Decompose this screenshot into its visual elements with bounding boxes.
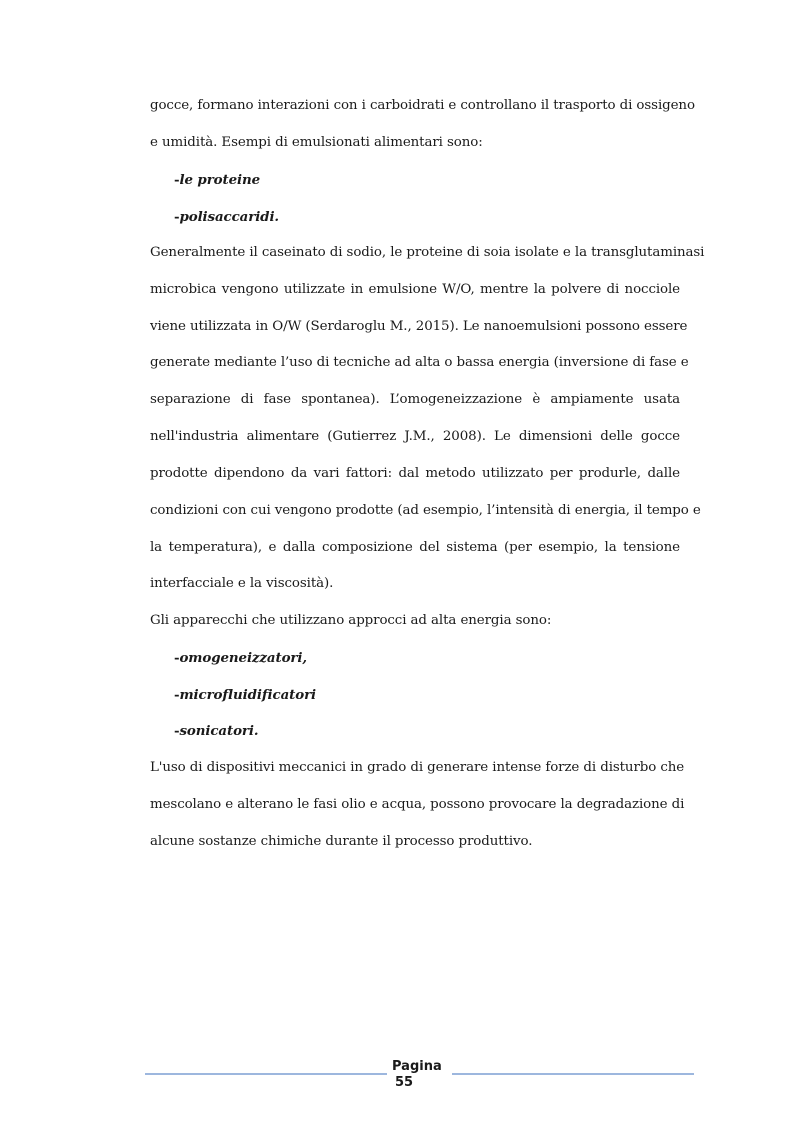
paragraph-line: gocce, formano interazioni con i carboidrati e controllano il trasporto di ossigeno — [150, 98, 695, 113]
list-dash: - — [174, 650, 180, 666]
list-item — [174, 208, 704, 226]
paragraph-line: e umidità. Esempi di emulsionati alimentari sono: — [150, 135, 483, 150]
paragraph-line: interfacciale e la viscosità). — [150, 576, 334, 591]
list-dash: - — [174, 172, 180, 188]
list-dash: - — [174, 209, 180, 225]
paragraph-line: Gli apparecchi che utilizzano approcci ad alta energia sono: — [150, 613, 552, 628]
list-item-text: le proteine — [179, 172, 261, 188]
paragraph-line: prodotte dipendono da vari fattori: dal metodo utilizzato per produrle, dalle — [150, 466, 680, 481]
list-item-text: microfluidificatori — [179, 687, 317, 703]
list-item-text: sonicatori. — [179, 723, 259, 739]
paragraph-line: generate mediante l’uso di tecniche ad alta o bassa energia (inversione di fase e — [150, 355, 689, 370]
footer-rule-right — [452, 1073, 694, 1075]
list-item-text: polisaccaridi. — [179, 209, 279, 225]
paragraph-line: nell'industria alimentare (Gutierrez J.M., 2008). Le dimensioni delle gocce — [150, 429, 680, 444]
paragraph-line: mescolano e alterano le fasi olio e acqua, possono provocare la degradazione di — [150, 797, 685, 812]
paragraph-line: viene utilizzata in O/W (Serdaroglu M., 2015). Le nanoemulsioni possono essere — [150, 319, 688, 334]
paragraph-line: la temperatura), e dalla composizione del sistema (per esempio, la tensione — [150, 540, 680, 555]
footer-rule-left — [145, 1073, 387, 1075]
list-item — [174, 686, 704, 704]
list-item — [174, 171, 704, 189]
page-number: 55 — [395, 1075, 414, 1090]
list-item-text: omogeneizzatori, — [179, 650, 307, 666]
paragraph-line: microbica vengono utilizzate in emulsione W/O, mentre la polvere di nocciole — [150, 282, 680, 297]
paragraph-line: condizioni con cui vengono prodotte (ad esempio, l’intensità di energia, il tempo e — [150, 503, 701, 518]
list-dash: - — [174, 687, 180, 703]
paragraph-line: separazione di fase spontanea). L’omogeneizzazione è ampiamente usata — [150, 392, 680, 407]
paragraph-line: alcune sostanze chimiche durante il processo produttivo. — [150, 834, 533, 849]
list-item — [174, 649, 704, 667]
page-label: Pagina — [392, 1059, 442, 1074]
paragraph-line: Generalmente il caseinato di sodio, le proteine di soia isolate e la transglutaminasi — [150, 245, 705, 260]
paragraph-line: L'uso di dispositivi meccanici in grado di generare intense forze di disturbo che — [150, 760, 685, 775]
list-dash: - — [174, 723, 180, 739]
list-item — [174, 722, 704, 740]
